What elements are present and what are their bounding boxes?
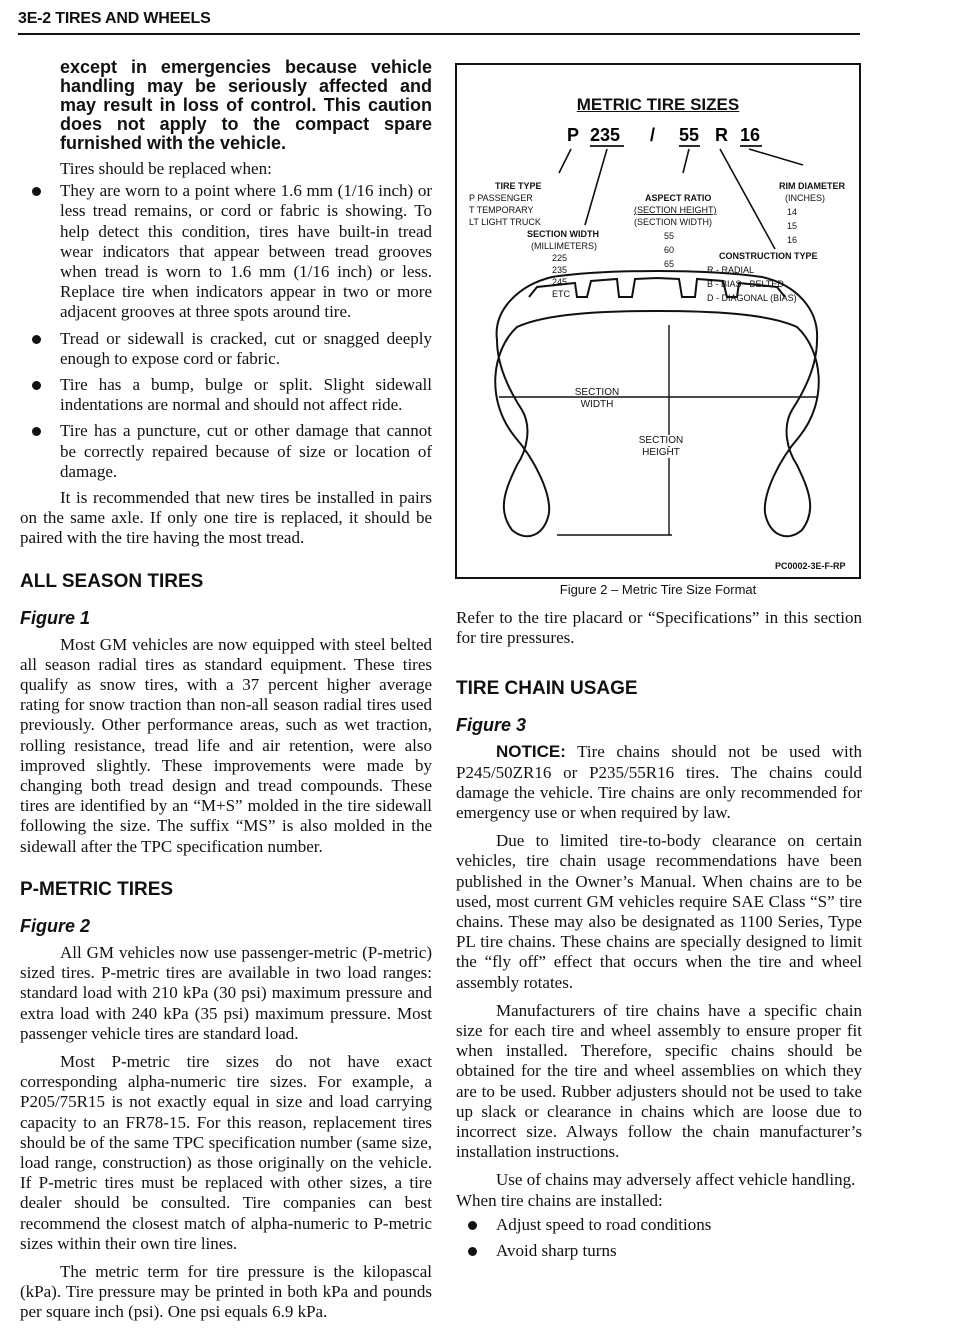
notice-label: NOTICE: xyxy=(496,742,566,762)
leader-construction xyxy=(720,149,775,249)
type-light-truck: LT LIGHT TRUCK xyxy=(469,217,541,227)
rim-15: 15 xyxy=(787,221,798,231)
bullet-icon xyxy=(32,335,41,344)
size-letter-p: P xyxy=(567,125,580,145)
width-etc: ETC xyxy=(552,289,570,299)
size-width: 235 xyxy=(590,125,621,145)
width-235: 235 xyxy=(552,265,568,275)
clearance-paragraph: Due to limited tire-to-body clearance on certain vehicles, tire chain usage recommendations have been published in the Owner’s Manual. When chains are to be used, most current GM vehicles require SAE Class “S” tire chains. These may also be designated as 1100 Series, Type PL tire chains. These chains are specially designed to limit the “fly off” effect that occurs when the tire and wheel assembly rotates. xyxy=(456,831,862,992)
tire-cross-section-outer xyxy=(495,271,819,536)
label-sec-height-1: SECTION xyxy=(635,435,687,446)
p-metric-paragraph-2: Most P-metric tire sizes do not have exact corresponding alpha-numeric tire sizes. For example, a P205/75R15 is not exactly equal in size and load carrying capacity to an FR78-15. For this reason, replacement tires should be of the same TPC specification number (same size, load range, construction) as those originally on the vehicle. If P-metric tires must be replaced with other sizes, a tire dealer should be consulted. Tire companies can best recommend the closest match of alpha-numeric to P-metric sizes within their own tire lines. xyxy=(20,1051,432,1253)
notice-paragraph xyxy=(456,742,862,823)
figure-title: METRIC TIRE SIZES xyxy=(576,95,740,114)
page-header: 3E-2 TIRES AND WHEELS xyxy=(18,10,211,27)
rim-16: 16 xyxy=(787,235,798,245)
list-item-text: They are worn to a point where 1.6 mm (1/16 inch) or less tread remains, or cord or fabric is showing. To help detect this condition, tires have built-in tread wear indicators that appear between tread grooves when tread is worn to 1.6 mm (1/16 inch) or less. Replace tire when indicators appear in two or more adjacent grooves at three spots around tire. xyxy=(60,181,432,322)
label-sec-width-2: WIDTH xyxy=(580,399,614,410)
size-aspect: 55 xyxy=(679,125,700,145)
size-slash: / xyxy=(650,125,656,145)
figure-2-ref: Figure 2 xyxy=(20,915,91,936)
right-column xyxy=(456,608,862,1267)
bullet-icon xyxy=(468,1221,477,1230)
bullet-icon xyxy=(32,381,41,390)
use-paragraph: Use of chains may adversely affect vehicle handling. xyxy=(496,1170,856,1190)
size-rim: 16 xyxy=(740,125,761,145)
width-225: 225 xyxy=(552,253,568,263)
metric-tire-figure xyxy=(455,63,861,579)
label-sec-height-2: HEIGHT xyxy=(635,447,687,458)
cons-bias-belted: B - BIAS - BELTED xyxy=(707,279,784,289)
cons-radial: R - RADIAL xyxy=(707,265,755,275)
aspect-65: 65 xyxy=(664,259,675,269)
figure-1-ref: Figure 1 xyxy=(20,607,91,628)
p-metric-paragraph-3: The metric term for tire pressure is the kilopascal (kPa). Tire pressure may be printed in both kPa and pounds per square inch (psi). One psi equals 6.9 kPa. xyxy=(20,1261,432,1322)
label-rim-diameter: RIM DIAMETER xyxy=(779,181,845,191)
label-section-width: SECTION WIDTH xyxy=(527,229,599,239)
p-metric-paragraph-1: All GM vehicles now use passenger-metric (P-metric) sized tires. P-metric tires are available in two load ranges: standard load with 210 kPa (30 psi) maximum pressure and extra load with 240 kPa (35 psi) maximum pressure. Most passenger vehicle tires are standard load. xyxy=(20,942,432,1043)
label-aspect-ratio: ASPECT RATIO xyxy=(645,193,712,203)
caution-text: except in emergencies because vehicle handling may be seriously affected and may result in loss of control. This caution does not apply to the compact spare furnished with the vehicle. xyxy=(60,57,432,153)
list-item xyxy=(20,421,432,482)
list-item xyxy=(20,181,432,322)
pairs-paragraph: It is recommended that new tires be installed in pairs on the same axle. If only one tire is replaced, it should be paired with the tire having the most tread. xyxy=(20,488,432,548)
label-millimeters: (MILLIMETERS) xyxy=(531,241,598,251)
figure-caption: Figure 2 – Metric Tire Size Format xyxy=(559,582,757,597)
list-item-text: Tread or sidewall is cracked, cut or snagged deeply enough to expose cord or fabric. xyxy=(60,328,432,368)
when-installed-line: When tire chains are installed: xyxy=(456,1190,663,1210)
label-sec-width-1: SECTION xyxy=(574,387,620,398)
bullet-icon xyxy=(32,187,41,196)
list-item-text: Avoid sharp turns xyxy=(496,1241,617,1261)
aspect-55: 55 xyxy=(664,231,675,241)
bullet-icon xyxy=(468,1247,477,1256)
left-column xyxy=(20,58,432,1331)
rim-14: 14 xyxy=(787,207,798,217)
chain-tips-list xyxy=(456,1215,862,1261)
header-rule xyxy=(18,33,860,35)
list-item xyxy=(20,375,432,415)
leader-rim xyxy=(749,149,803,165)
list-item-text: Tire has a bump, bulge or split. Slight sidewall indentations are normal and should not affect ride. xyxy=(60,375,432,415)
leader-section-width xyxy=(585,149,607,225)
label-section-width-paren: (SECTION WIDTH) xyxy=(634,217,712,227)
leader-tire-type xyxy=(559,149,571,173)
cons-diagonal: D - DIAGONAL (BIAS) xyxy=(707,293,797,303)
list-item xyxy=(20,329,432,369)
label-construction-type: CONSTRUCTION TYPE xyxy=(719,251,818,261)
label-section-height: (SECTION HEIGHT) xyxy=(634,205,717,215)
all-season-paragraph: Most GM vehicles are now equipped with steel belted all season radial tires as standard equipment. These tires qualify as snow tires, with a 37 percent higher average rating for snow traction than non-all season radial tires used previously. Other performance areas, such as wet traction, rolling resistance, tread life and air retention, were also improved slightly. These improvements were made by changing both tread design and tread compounds. These tires are identified by an “M+S” molded in the tire sidewall following the size. The suffix “MS” is also molded in the sidewall after the TPC specification number. xyxy=(20,634,432,856)
bullet-icon xyxy=(32,427,41,436)
leader-aspect xyxy=(683,149,689,173)
label-tire-type: TIRE TYPE xyxy=(495,181,542,191)
type-passenger: P PASSENGER xyxy=(469,193,533,203)
chain-usage-heading: TIRE CHAIN USAGE xyxy=(456,678,638,700)
list-item xyxy=(456,1215,862,1235)
tire-size-diagram xyxy=(457,65,859,577)
replace-intro: Tires should be replaced when: xyxy=(60,159,272,178)
width-245: 245 xyxy=(552,277,568,287)
size-construction: R xyxy=(715,125,728,145)
manufacturer-paragraph: Manufacturers of tire chains have a specific chain size for each tire and wheel assembly to ensure proper fit when installed. Therefore, specific chains should be obtained for the tire and wheel assemblies on which they are to be used. Rubber adjusters should not be used to take up slack or clearance in chains which are loose due to incorrect size. Always follow the chain manufacturer’s installation instructions. xyxy=(456,1000,862,1162)
aspect-60: 60 xyxy=(664,245,675,255)
label-inches: (INCHES) xyxy=(785,193,825,203)
replace-list xyxy=(20,181,432,482)
p-metric-heading: P-METRIC TIRES xyxy=(20,878,174,900)
type-temporary: T TEMPORARY xyxy=(469,205,534,215)
list-item-text: Adjust speed to road conditions xyxy=(496,1214,712,1234)
list-item xyxy=(456,1241,862,1261)
figure-3-ref: Figure 3 xyxy=(456,715,527,736)
refer-paragraph: Refer to the tire placard or “Specifications” in this section for tire pressures. xyxy=(456,608,862,648)
list-item-text: Tire has a puncture, cut or other damage that cannot be correctly repaired because of size or location of damage. xyxy=(60,421,432,481)
notice-text: Tire chains should not be used with P245/50ZR16 or P235/55R16 tires. The chains could damage the vehicle. Tire chains are only recommended for emergency use or when required by law. xyxy=(456,742,862,823)
all-season-heading: ALL SEASON TIRES xyxy=(20,570,204,592)
figure-code: PC0002-3E-F-RP xyxy=(775,561,846,571)
